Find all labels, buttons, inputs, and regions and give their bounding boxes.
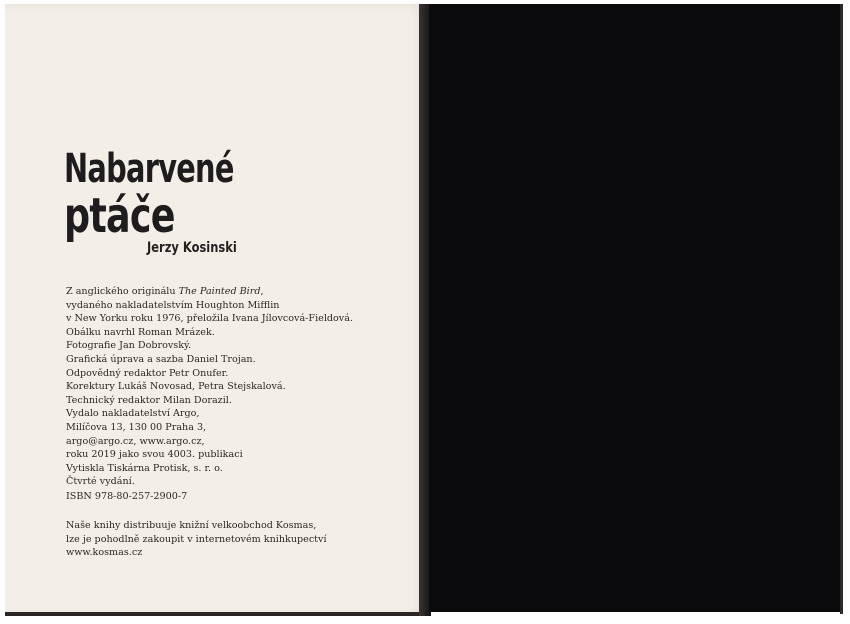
colophon-line: Čtvrté vydání. bbox=[66, 476, 135, 488]
colophon-line: Vytiskla Tiskárna Protisk, s. r. o. bbox=[66, 462, 223, 474]
page-bottom-edge bbox=[5, 612, 425, 616]
original-title: The Painted Bird bbox=[178, 286, 261, 297]
colophon-line: Obálku navrhl Roman Mrázek. bbox=[66, 326, 215, 338]
distribution-note bbox=[66, 519, 327, 560]
colophon-original-prefix: Z anglického originálu bbox=[66, 286, 179, 297]
distribution-line: Naše knihy distribuuje knižní velkoobchod Kosmas, bbox=[66, 520, 317, 531]
right-page-black bbox=[429, 4, 842, 612]
distribution-line: lze je pohodlně zakoupit v internetovém knihkupectví bbox=[66, 533, 327, 545]
colophon-line: Technický redaktor Milan Dorazil. bbox=[66, 394, 232, 406]
colophon-original-suffix: , bbox=[260, 286, 264, 297]
right-page-edge bbox=[840, 4, 843, 614]
colophon-line: roku 2019 jako svou 4003. publikaci bbox=[66, 449, 243, 461]
book-title-line-2: ptáče bbox=[64, 188, 175, 244]
isbn: ISBN 978-80-257-2900-7 bbox=[66, 491, 188, 502]
distribution-url: www.kosmas.cz bbox=[66, 547, 143, 559]
colophon-line: Milíčova 13, 130 00 Praha 3, bbox=[66, 421, 207, 433]
colophon-line: Vydalo nakladatelství Argo, bbox=[66, 408, 200, 420]
colophon-line: Korektury Lukáš Novosad, Petra Stejskalová. bbox=[66, 381, 286, 393]
colophon-line: Fotografie Jan Dobrovský. bbox=[66, 340, 192, 352]
colophon bbox=[66, 285, 366, 489]
colophon-line: v New Yorku roku 1976, přeložila Ivana Jílovcová-Fieldová. bbox=[66, 313, 353, 325]
colophon-line: Odpovědný redaktor Petr Onufer. bbox=[66, 367, 229, 379]
book-title-line-1: Nabarvené bbox=[64, 146, 234, 192]
colophon-line: vydaného nakladatelstvím Houghton Mifflin bbox=[66, 299, 280, 311]
colophon-line: Grafická úprava a sazba Daniel Trojan. bbox=[66, 353, 256, 365]
colophon-line bbox=[66, 285, 366, 299]
book-author: Jerzy Kosinski bbox=[147, 240, 237, 256]
colophon-line: argo@argo.cz, www.argo.cz, bbox=[66, 435, 205, 447]
